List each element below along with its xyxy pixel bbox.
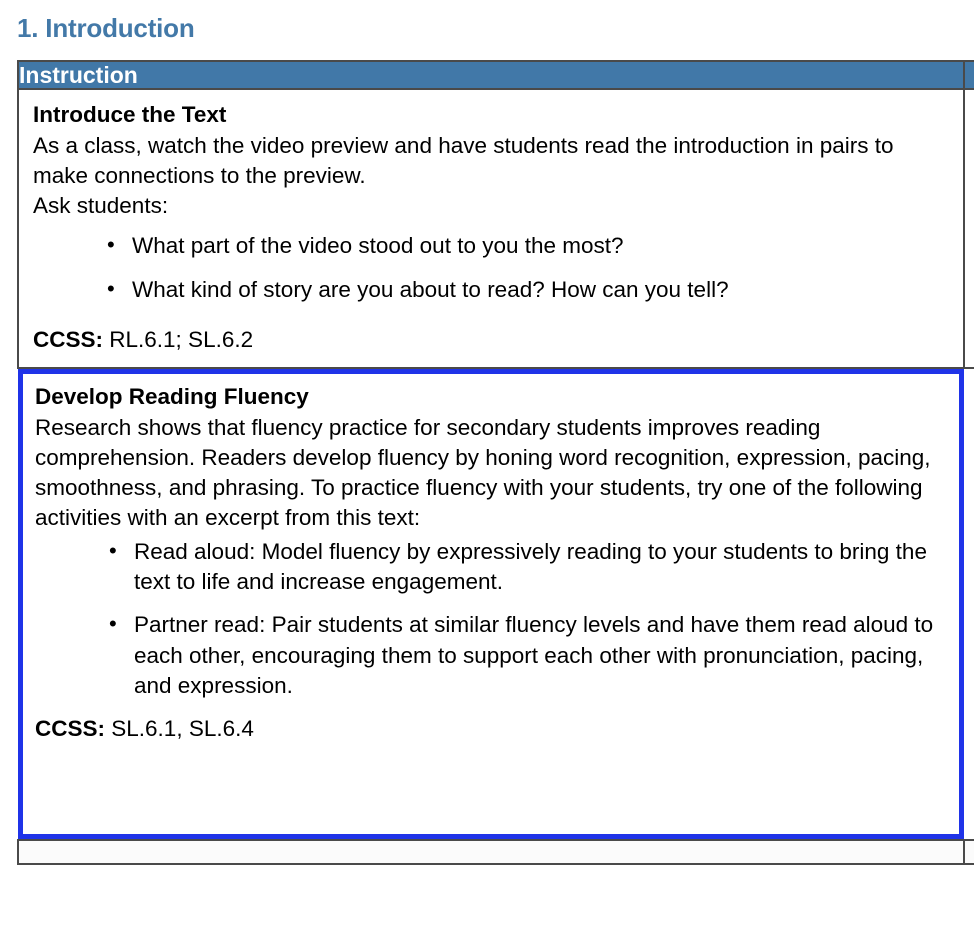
cell-paragraph: Ask students: bbox=[33, 192, 169, 218]
ccss-value: SL.6.1, SL.6.4 bbox=[111, 715, 254, 741]
list-item: • What kind of story are you about to read? How can you tell? bbox=[33, 275, 949, 305]
lesson-plan-table bbox=[17, 60, 974, 865]
table-row[interactable] bbox=[18, 89, 974, 368]
instruction-cell-develop-reading-fluency[interactable] bbox=[18, 368, 964, 840]
column-header-secondary bbox=[964, 61, 974, 89]
list-item: • Read aloud: Model fluency by expressively reading to your students to bring the text to life and increase engagement. bbox=[35, 537, 947, 597]
list-item: • What part of the video stood out to you the most? bbox=[33, 231, 949, 261]
ccss-value: RL.6.1; SL.6.2 bbox=[109, 327, 254, 353]
secondary-cell[interactable] bbox=[964, 368, 974, 840]
ccss-label: CCSS: bbox=[33, 327, 110, 353]
instruction-cell-next[interactable] bbox=[18, 840, 964, 864]
table-row[interactable] bbox=[18, 840, 974, 864]
column-header-instruction: Instruction bbox=[18, 61, 964, 89]
selection-outline bbox=[18, 369, 964, 839]
cell-heading: Introduce the Text bbox=[33, 102, 227, 128]
table-header-row bbox=[18, 61, 974, 89]
secondary-cell[interactable] bbox=[964, 89, 974, 368]
cell-paragraph: Research shows that fluency practice for secondary students improves reading comprehension. Readers develop fluency by honing word recognition, expression, pacing, smoothness, and phrasing. To practice fluency with your students, try one of the following activities with an excerpt from this text: bbox=[35, 414, 931, 530]
ccss-standards bbox=[33, 325, 949, 355]
secondary-cell[interactable] bbox=[964, 840, 974, 864]
cell-paragraph: As a class, watch the video preview and have students read the introduction in pairs to make connections to the preview. bbox=[33, 132, 894, 188]
ccss-label: CCSS: bbox=[35, 715, 112, 741]
list-item: • Partner read: Pair students at similar fluency levels and have them read aloud to each other, encouraging them to support each other with pronunciation, pacing, and expression. bbox=[35, 610, 947, 700]
cell-heading: Develop Reading Fluency bbox=[35, 384, 309, 410]
bullet-list bbox=[35, 537, 947, 701]
page-title: 1. Introduction bbox=[17, 13, 195, 43]
table-row-selected[interactable] bbox=[18, 368, 974, 840]
instruction-cell-introduce-the-text[interactable] bbox=[18, 89, 964, 368]
bullet-list bbox=[33, 231, 949, 305]
ccss-standards bbox=[35, 714, 947, 744]
